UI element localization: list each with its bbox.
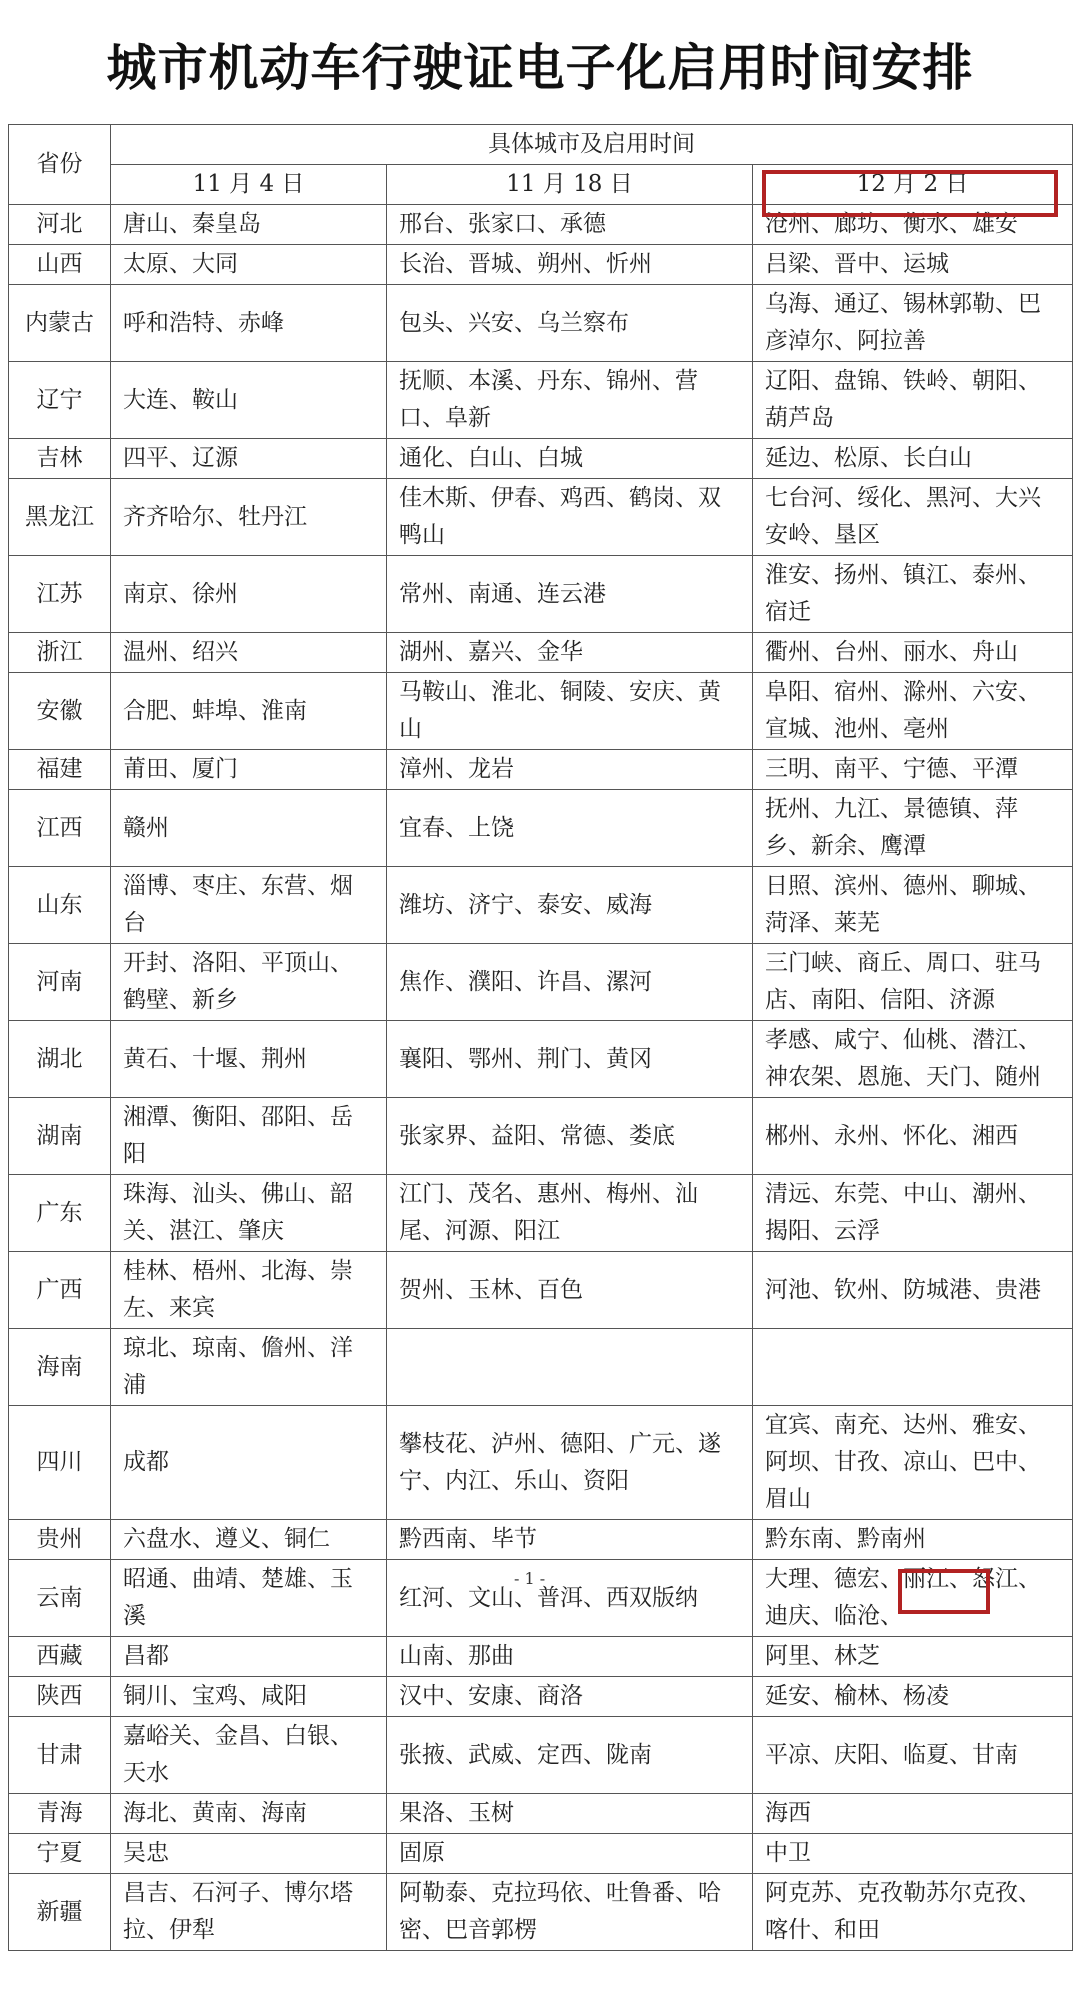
header-row-dates xyxy=(9,165,1073,205)
cities-nov4-cell: 合肥、蚌埠、淮南 xyxy=(111,673,387,750)
province-cell: 四川 xyxy=(9,1406,111,1520)
cities-dec2-cell xyxy=(753,1329,1073,1406)
province-cell: 青海 xyxy=(9,1794,111,1834)
cities-nov4-cell: 六盘水、遵义、铜仁 xyxy=(111,1520,387,1560)
province-cell: 吉林 xyxy=(9,439,111,479)
province-cell: 河北 xyxy=(9,205,111,245)
province-cell: 内蒙古 xyxy=(9,285,111,362)
cities-dec2-cell: 延边、松原、长白山 xyxy=(753,439,1073,479)
table-row xyxy=(9,1677,1073,1717)
table-row xyxy=(9,790,1073,867)
table-row xyxy=(9,285,1073,362)
cities-nov18-cell: 抚顺、本溪、丹东、锦州、营口、阜新 xyxy=(387,362,753,439)
cities-nov4-cell: 琼北、琼南、儋州、洋浦 xyxy=(111,1329,387,1406)
province-cell: 广西 xyxy=(9,1252,111,1329)
cities-nov4-cell: 太原、大同 xyxy=(111,245,387,285)
province-cell: 河南 xyxy=(9,944,111,1021)
cities-nov18-cell: 张掖、武威、定西、陇南 xyxy=(387,1717,753,1794)
cities-dec2-cell: 宜宾、南充、达州、雅安、阿坝、甘孜、凉山、巴中、眉山 xyxy=(753,1406,1073,1520)
table-row xyxy=(9,1520,1073,1560)
cities-nov18-cell: 潍坊、济宁、泰安、威海 xyxy=(387,867,753,944)
cities-nov4-cell: 莆田、厦门 xyxy=(111,750,387,790)
table-row xyxy=(9,1021,1073,1098)
cities-nov4-cell: 珠海、汕头、佛山、韶关、湛江、肇庆 xyxy=(111,1175,387,1252)
header-date-nov4: 11 月 4 日 xyxy=(111,165,387,205)
table-row xyxy=(9,867,1073,944)
province-cell: 安徽 xyxy=(9,673,111,750)
table-row xyxy=(9,633,1073,673)
cities-nov18-cell: 佳木斯、伊春、鸡西、鹤岗、双鸭山 xyxy=(387,479,753,556)
cities-nov4-cell: 铜川、宝鸡、咸阳 xyxy=(111,1677,387,1717)
cities-nov4-cell: 温州、绍兴 xyxy=(111,633,387,673)
cities-nov18-cell: 通化、白山、白城 xyxy=(387,439,753,479)
cities-nov18-cell: 阿勒泰、克拉玛依、吐鲁番、哈密、巴音郭楞 xyxy=(387,1874,753,1951)
province-cell: 湖南 xyxy=(9,1098,111,1175)
cities-nov4-cell: 成都 xyxy=(111,1406,387,1520)
cities-dec2-cell: 乌海、通辽、锡林郭勒、巴彦淖尔、阿拉善 xyxy=(753,285,1073,362)
table-body xyxy=(9,205,1073,1951)
cities-nov18-cell: 江门、茂名、惠州、梅州、汕尾、河源、阳江 xyxy=(387,1175,753,1252)
province-cell: 山西 xyxy=(9,245,111,285)
header-date-nov18: 11 月 18 日 xyxy=(387,165,753,205)
cities-nov4-cell: 四平、辽源 xyxy=(111,439,387,479)
cities-nov4-cell: 大连、鞍山 xyxy=(111,362,387,439)
table-row xyxy=(9,1098,1073,1175)
document-title: 城市机动车行驶证电子化启用时间安排 xyxy=(106,39,974,97)
cities-nov18-cell: 汉中、安康、商洛 xyxy=(387,1677,753,1717)
table-row xyxy=(9,1175,1073,1252)
province-cell: 福建 xyxy=(9,750,111,790)
table-row xyxy=(9,362,1073,439)
cities-nov18-cell: 常州、南通、连云港 xyxy=(387,556,753,633)
table-row xyxy=(9,1406,1073,1520)
cities-dec2-cell: 海西 xyxy=(753,1794,1073,1834)
cities-nov4-cell: 齐齐哈尔、牡丹江 xyxy=(111,479,387,556)
cities-nov4-cell: 吴忠 xyxy=(111,1834,387,1874)
table-row xyxy=(9,556,1073,633)
cities-nov4-cell: 开封、洛阳、平顶山、鹤壁、新乡 xyxy=(111,944,387,1021)
province-cell: 浙江 xyxy=(9,633,111,673)
cities-nov4-cell: 赣州 xyxy=(111,790,387,867)
cities-dec2-cell: 孝感、咸宁、仙桃、潜江、神农架、恩施、天门、随州 xyxy=(753,1021,1073,1098)
cities-nov4-cell: 呼和浩特、赤峰 xyxy=(111,285,387,362)
province-cell: 西藏 xyxy=(9,1637,111,1677)
table-row xyxy=(9,1717,1073,1794)
table-row xyxy=(9,1874,1073,1951)
cities-nov4-cell: 桂林、梧州、北海、崇左、来宾 xyxy=(111,1252,387,1329)
cities-dec2-cell: 三明、南平、宁德、平潭 xyxy=(753,750,1073,790)
cities-nov18-cell: 襄阳、鄂州、荆门、黄冈 xyxy=(387,1021,753,1098)
cities-nov4-cell: 海北、黄南、海南 xyxy=(111,1794,387,1834)
cities-dec2-cell: 七台河、绥化、黑河、大兴安岭、垦区 xyxy=(753,479,1073,556)
province-cell: 湖北 xyxy=(9,1021,111,1098)
province-cell: 陕西 xyxy=(9,1677,111,1717)
province-cell: 贵州 xyxy=(9,1520,111,1560)
cities-nov4-cell: 昭通、曲靖、楚雄、玉溪 xyxy=(111,1560,387,1637)
cities-nov4-cell: 黄石、十堰、荆州 xyxy=(111,1021,387,1098)
cities-nov18-cell: 长治、晋城、朔州、忻州 xyxy=(387,245,753,285)
province-cell: 海南 xyxy=(9,1329,111,1406)
cities-nov18-cell: 包头、兴安、乌兰察布 xyxy=(387,285,753,362)
cities-dec2-cell: 黔东南、黔南州 xyxy=(753,1520,1073,1560)
table-row xyxy=(9,1834,1073,1874)
province-cell: 宁夏 xyxy=(9,1834,111,1874)
cities-nov4-cell: 昌吉、石河子、博尔塔拉、伊犁 xyxy=(111,1874,387,1951)
province-cell: 云南 xyxy=(9,1560,111,1637)
table-row xyxy=(9,673,1073,750)
province-cell: 新疆 xyxy=(9,1874,111,1951)
table-row xyxy=(9,1637,1073,1677)
cities-dec2-cell: 清远、东莞、中山、潮州、揭阳、云浮 xyxy=(753,1175,1073,1252)
province-cell: 广东 xyxy=(9,1175,111,1252)
cities-nov18-cell: 邢台、张家口、承德 xyxy=(387,205,753,245)
cities-dec2-cell: 三门峡、商丘、周口、驻马店、南阳、信阳、济源 xyxy=(753,944,1073,1021)
province-cell: 山东 xyxy=(9,867,111,944)
province-cell: 黑龙江 xyxy=(9,479,111,556)
cities-nov18-cell: 黔西南、毕节 xyxy=(387,1520,753,1560)
cities-dec2-cell: 辽阳、盘锦、铁岭、朝阳、葫芦岛 xyxy=(753,362,1073,439)
page-number: - 1 - xyxy=(514,1569,546,1588)
cities-nov18-cell: 红河、文山、普洱、西双版纳 xyxy=(387,1560,753,1637)
cities-nov4-cell: 湘潭、衡阳、邵阳、岳阳 xyxy=(111,1098,387,1175)
cities-nov18-cell: 张家界、益阳、常德、娄底 xyxy=(387,1098,753,1175)
cities-nov18-cell: 攀枝花、泸州、德阳、广元、遂宁、内江、乐山、资阳 xyxy=(387,1406,753,1520)
header-province: 省份 xyxy=(9,125,111,205)
cities-nov18-cell: 焦作、濮阳、许昌、漯河 xyxy=(387,944,753,1021)
cities-dec2-cell: 阿里、林芝 xyxy=(753,1637,1073,1677)
cities-dec2-cell: 阿克苏、克孜勒苏尔克孜、喀什、和田 xyxy=(753,1874,1073,1951)
table-row xyxy=(9,439,1073,479)
header-row-group xyxy=(9,125,1073,165)
cities-nov4-cell: 唐山、秦皇岛 xyxy=(111,205,387,245)
table-row xyxy=(9,750,1073,790)
cities-dec2-cell: 阜阳、宿州、滁州、六安、宣城、池州、亳州 xyxy=(753,673,1073,750)
province-cell: 甘肃 xyxy=(9,1717,111,1794)
table-row xyxy=(9,205,1073,245)
table-row xyxy=(9,245,1073,285)
table-row xyxy=(9,479,1073,556)
cities-dec2-cell: 日照、滨州、德州、聊城、菏泽、莱芜 xyxy=(753,867,1073,944)
table-row xyxy=(9,944,1073,1021)
cities-nov18-cell: 宜春、上饶 xyxy=(387,790,753,867)
cities-dec2-cell: 衢州、台州、丽水、舟山 xyxy=(753,633,1073,673)
cities-dec2-cell: 抚州、九江、景德镇、萍乡、新余、鹰潭 xyxy=(753,790,1073,867)
schedule-table xyxy=(8,124,1073,1951)
table-row xyxy=(9,1252,1073,1329)
cities-dec2-cell: 淮安、扬州、镇江、泰州、宿迁 xyxy=(753,556,1073,633)
cities-nov18-cell xyxy=(387,1329,753,1406)
cities-dec2-cell: 平凉、庆阳、临夏、甘南 xyxy=(753,1717,1073,1794)
cities-nov18-cell: 漳州、龙岩 xyxy=(387,750,753,790)
cities-nov4-cell: 嘉峪关、金昌、白银、天水 xyxy=(111,1717,387,1794)
table-row xyxy=(9,1794,1073,1834)
cities-nov18-cell: 固原 xyxy=(387,1834,753,1874)
cities-dec2-cell: 吕梁、晋中、运城 xyxy=(753,245,1073,285)
cities-nov18-cell: 果洛、玉树 xyxy=(387,1794,753,1834)
cities-dec2-cell: 大理、德宏、丽江、怒江、迪庆、临沧、 xyxy=(753,1560,1073,1637)
table-row xyxy=(9,1329,1073,1406)
cities-nov4-cell: 昌都 xyxy=(111,1637,387,1677)
cities-dec2-cell: 沧州、廊坊、衡水、雄安 xyxy=(753,205,1073,245)
province-cell: 辽宁 xyxy=(9,362,111,439)
province-cell: 江苏 xyxy=(9,556,111,633)
cities-nov18-cell: 山南、那曲 xyxy=(387,1637,753,1677)
cities-nov18-cell: 马鞍山、淮北、铜陵、安庆、黄山 xyxy=(387,673,753,750)
cities-nov4-cell: 淄博、枣庄、东营、烟台 xyxy=(111,867,387,944)
cities-dec2-cell: 河池、钦州、防城港、贵港 xyxy=(753,1252,1073,1329)
header-group: 具体城市及启用时间 xyxy=(111,125,1073,165)
cities-dec2-cell: 郴州、永州、怀化、湘西 xyxy=(753,1098,1073,1175)
cities-nov4-cell: 南京、徐州 xyxy=(111,556,387,633)
cities-dec2-cell: 延安、榆林、杨凌 xyxy=(753,1677,1073,1717)
province-cell: 江西 xyxy=(9,790,111,867)
cities-dec2-cell: 中卫 xyxy=(753,1834,1073,1874)
cities-nov18-cell: 贺州、玉林、百色 xyxy=(387,1252,753,1329)
cities-nov18-cell: 湖州、嘉兴、金华 xyxy=(387,633,753,673)
header-date-dec2: 12 月 2 日 xyxy=(753,165,1073,205)
